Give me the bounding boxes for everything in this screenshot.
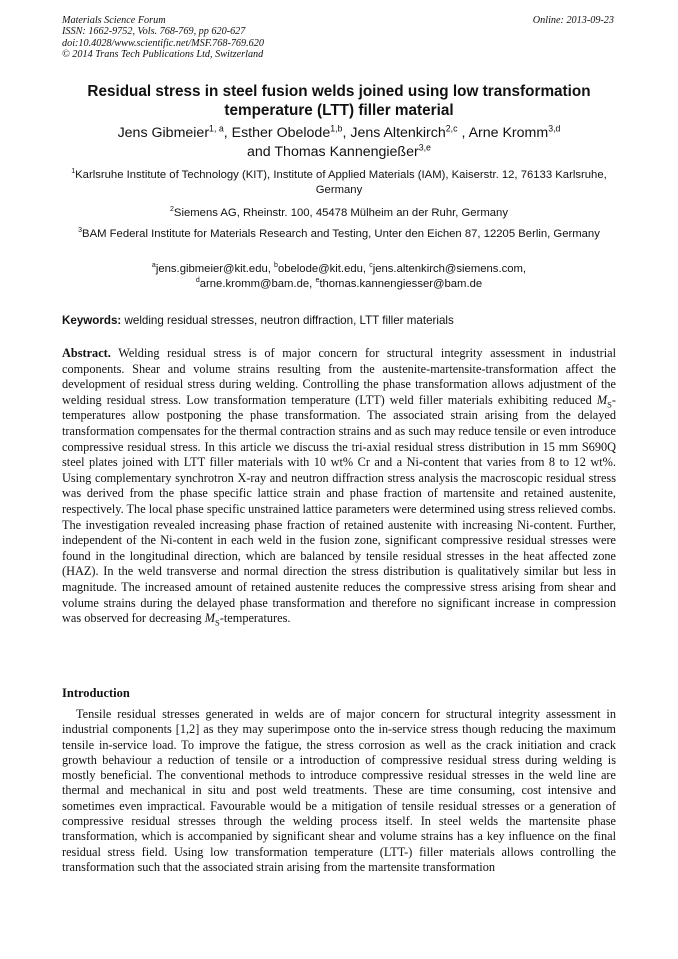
author-name: Arne Kromm (468, 125, 549, 141)
journal-header (62, 15, 264, 61)
author-separator: , (342, 125, 351, 141)
author-separator: , (223, 125, 232, 141)
journal-doi: doi:10.4028/www.scientific.net/MSF.768-769.620 (62, 37, 264, 49)
affiliation-text: Siemens AG, Rheinstr. 100, 45478 Mülheim an der Ruhr, Germany (173, 207, 508, 219)
journal-name: Materials Science Forum (62, 15, 166, 26)
author-name: Jens Gibmeier (117, 125, 210, 141)
author-name: Jens Altenkirch (350, 125, 446, 141)
abstract-text: -temperatures allow postponing the phase transformation. The associated strain arising from the delayed transformation compensates for the thermal contraction strains and as such may reduce tensile or even introduce compressive residual stress. In this article we discuss the tri-axial residual stress distribution in 15 mm S690Q steel plates joined with LTT filler materials with 10 wt% Cr and a Ni-content that varies from 8 to 12 wt%. Using complementary synchrotron X-ray and neutron diffraction stress analysis the macroscopic residual stress was derived from the phase specific lattice strain and phase fraction of martensite and retained austenite, respectively. The local phase specific unstrained lattice parameters were determined using stress relieved combs. The investigation revealed increasing phase fraction of retained austenite with increasing Ni-content. Further, independent of the Ni-content in each weld in the fusion zone, significant compressive residual stresses were found in the longitudinal direction, which are balanced by tensile residual stresses in the heat affected zone (HAZ). In the weld transverse and normal direction the stress distribution is qualitatively similar but less in magnitude. The increased amount of retained austenite reduces the compressive stress arising from shear and volume strains during the delayed phase transformation and therefore no significant increase in compression was observed for decreasing (62, 392, 616, 626)
email-address[interactable]: arne.kromm@bam.de, (199, 277, 316, 290)
author-affil-mark: 3,e (418, 142, 431, 153)
affiliation-number: 2 (170, 206, 174, 214)
affiliation-2 (62, 206, 616, 221)
author-affil-mark: 1, a (209, 123, 224, 134)
ms-subscript: S (214, 617, 220, 628)
author-name: Esther Obelode (231, 125, 331, 141)
section-heading-introduction: Introduction (62, 686, 130, 700)
abstract (62, 346, 616, 627)
author-affil-mark: 1,b (330, 123, 343, 134)
email-address[interactable]: obelode@kit.edu, (277, 263, 370, 275)
affiliation-3 (62, 227, 616, 242)
affiliation-text: Karlsruhe Institute of Technology (KIT), Institute of Applied Materials (IAM), Kaiserstr. 12, 76133 Karlsruhe, Germany (75, 169, 607, 196)
abstract-text: -temperatures. (219, 611, 291, 626)
online-date: Online: 2013-09-23 (532, 15, 614, 26)
email-mark: b (274, 262, 278, 270)
journal-copyright: © 2014 Trans Tech Publications Ltd, Switzerland (62, 49, 264, 61)
author-separator: and (247, 144, 275, 160)
abstract-text: Welding residual stress is of major concern for structural integrity assessment in industrial components. Shear and volume strains resulting from the austenite-martensite-transformation affect the development of residual stress during welding. Controlling the phase transformation allows adjustment of the welding residual stress. Low transformation temperature (LTT) weld filler materials exhibiting reduced (62, 346, 616, 407)
ms-symbol: M (596, 392, 608, 407)
ms-subscript: S (607, 399, 612, 410)
affiliation-number: 3 (78, 227, 83, 235)
author-affil-mark: 2,c (445, 123, 458, 134)
ms-symbol: M (204, 611, 215, 626)
author-separator: , (457, 125, 469, 141)
email-address[interactable]: jens.gibmeier@kit.edu, (155, 263, 275, 275)
keywords-label: Keywords: (62, 314, 122, 327)
email-address[interactable]: jens.altenkirch@siemens.com, (372, 263, 527, 275)
journal-issn: ISSN: 1662-9752, Vols. 768-769, pp 620-627 (62, 26, 246, 38)
affiliation-number: 1 (71, 168, 76, 176)
author-affil-mark: 3,d (548, 123, 561, 134)
keywords-text: welding residual stresses, neutron diffraction, LTT filler materials (121, 314, 454, 327)
email-address[interactable]: thomas.kannengiesser@bam.de (319, 277, 483, 290)
affiliation-1 (62, 168, 616, 198)
author-name: Thomas Kannengießer (274, 144, 419, 160)
email-list (100, 262, 578, 292)
email-mark: a (151, 262, 156, 270)
email-mark: e (315, 277, 320, 285)
email-mark: c (369, 262, 373, 270)
keywords (62, 314, 616, 328)
affiliation-text: BAM Federal Institute for Materials Research and Testing, Unter den Eichen 87, 12205 Berlin, Germany (82, 228, 600, 240)
email-mark: d (195, 277, 200, 285)
introduction-paragraph: Tensile residual stresses generated in welds are of major concern for structural integrity assessment in industrial components [1,2] as they may superimpose onto the in-service stress though reducing the maximum tensile in-service load. To improve the fatigue, the stress corrosion as well as the crack initiation and crack growth behaviour a reduction of tensile or a introduction of compressive residual stress during welding is mostly beneficial. The conventional methods to introduce compressive residual stresses in the weld line are thermal and mechanical in situ and post weld treatments. These are time consuming, cost intensive and sometimes even impractical. Favourable would be a mitigation of tensile residual stresses or a generation of compressive residual stresses through the welding process itself. In steel welds the martensite phase transformation, which is accompanied by significant shear and volume strains has a key influence on the final residual stress field. Using low transformation temperature (LTT-) filler materials allows controlling the transformation such that the associated strain arising from the martensite transformation (62, 707, 616, 874)
paper-title: Residual stress in steel fusion welds joined using low transformation temperature (LTT) filler material (87, 83, 591, 119)
abstract-label: Abstract. (62, 346, 111, 360)
author-list (62, 124, 616, 162)
